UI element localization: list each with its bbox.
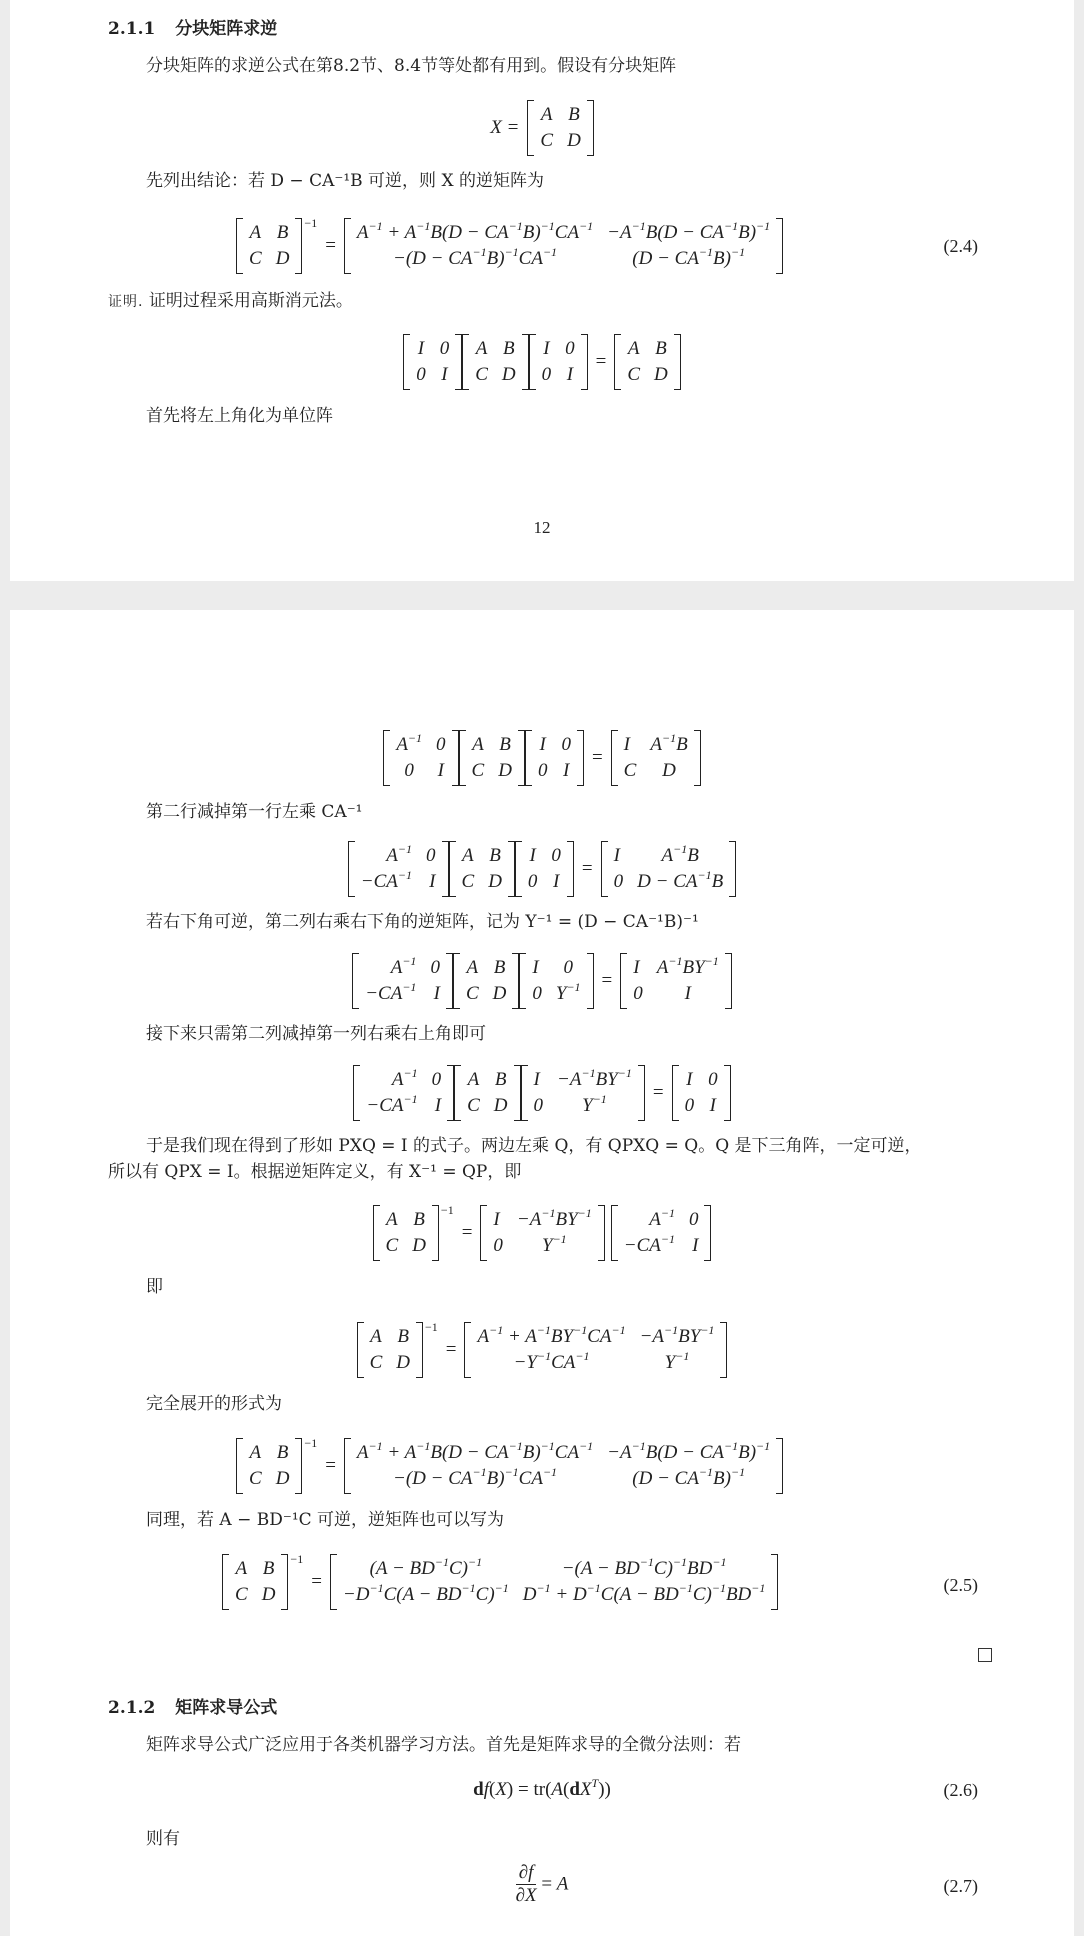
equation-inverse-qp: A B C D −1 = I $-A^{-1}BY^{-1}$ 0 $Y^{-1}$ $A^{-1}$ 0 $-CA^{-1}$ I <box>10 1205 1074 1261</box>
equation-step4: $A^{-1}$ 0 $-CA^{-1}$ I A B C D I $-A^{-1}BY^{-1}$ 0 $Y^{-1}$ = I 0 0 I <box>10 1065 1074 1121</box>
equation-2-5: A B C D −1 = $(A - BD^{-1}C)^{-1}$ $-(A - BD^{-1}C)^{-1}BD^{-1}$ $-D^{-1}C(A - BD^{-1}C)^{-1}$ $D^{-1} + D^{-1}C(A - BD^{-1}C)^{-1}BD^{-1}$ <box>222 1554 778 1610</box>
eq-x-lhs: X = <box>490 117 520 138</box>
equation-step1: $A^{-1}$ 0 0 I A B C D I 0 0 I = I $A^{-1}B$ C D <box>10 730 1074 786</box>
conclusion-paragraph: 先列出结论：若 D − CA⁻¹B 可逆，则 X 的逆矩阵为 <box>146 171 544 191</box>
qed-square-icon <box>978 1648 992 1662</box>
equation-x-definition: X = A B C D <box>10 100 1074 156</box>
equation-number-2-4: (2.4) <box>943 236 978 256</box>
step5-line1: 于是我们现在得到了形如 PXQ = I 的式子。两边左乘 Q，有 QPXQ = Q。Q 是下三角阵，一定可逆， <box>146 1136 922 1156</box>
equation-number-2-5: (2.5) <box>943 1575 978 1595</box>
equation-2-7: $\frac{\partial f}{\partial X}$ = A <box>515 1862 569 1906</box>
section-number: 2.1.1 <box>108 19 156 39</box>
equation-step3: $A^{-1}$ 0 $-CA^{-1}$ I A B C D I 0 0 $Y^{-1}$ = I $A^{-1}BY^{-1}$ 0 I <box>10 953 1074 1009</box>
section-heading-2-1-2 <box>108 1693 277 1718</box>
page-12 <box>10 0 1074 581</box>
section-title: 矩阵求导公式 <box>175 1698 278 1718</box>
step4-paragraph: 接下来只需第二列减掉第一列右乘右上角即可 <box>146 1024 486 1044</box>
proof-text: 证明过程采用高斯消元法。 <box>148 291 353 311</box>
proof-tag: 证明. <box>108 294 144 310</box>
step2-paragraph: 第二行减掉第一行左乘 CA⁻¹ <box>146 802 363 822</box>
proof-paragraph <box>108 290 353 313</box>
equation-inverse-y: A B C D −1 = $A^{-1} + A^{-1}BY^{-1}CA^{-1}$ $-A^{-1}BY^{-1}$ $-Y^{-1}CA^{-1}$ $Y^{-1}$ <box>10 1322 1074 1378</box>
intro-paragraph: 分块矩阵的求逆公式在第8.2节、8.4节等处都有用到。假设有分块矩阵 <box>146 56 677 76</box>
ji-paragraph: 即 <box>146 1277 163 1297</box>
section-title: 分块矩阵求逆 <box>175 19 278 39</box>
equation-number-2-6: (2.6) <box>943 1780 978 1800</box>
deriv-intro-paragraph: 矩阵求导公式广泛应用于各类机器学习方法。首先是矩阵求导的全微分法则：若 <box>146 1735 741 1755</box>
page-13 <box>10 610 1074 1936</box>
equation-identity-product: I 0 0 I A B C D I 0 0 I = A B C D <box>10 334 1074 390</box>
page-number: 12 <box>533 518 551 537</box>
equation-full-expansion: A B C D −1 = $A^{-1} + A^{-1}B(D - CA^{-1}B)^{-1}CA^{-1}$ $-A^{-1}B(D - CA^{-1}B)^{-1}$ $-(D - CA^{-1}B)^{-1}CA^{-1}$ $(D - CA^{-1}B)^{-1}$ <box>236 1438 783 1494</box>
equation-2-6: $df(X) = tr(A(dX^T))$ <box>473 1776 611 1800</box>
equation-step2: $A^{-1}$ 0 $-CA^{-1}$ I A B C D I 0 0 I = I $A^{-1}B$ 0 $D - CA^{-1}B$ <box>10 841 1074 897</box>
then-paragraph: 则有 <box>146 1829 180 1849</box>
section-number: 2.1.2 <box>108 1698 156 1718</box>
equation-2-4: A B C D −1 = $A^{-1} + A^{-1}B(D - CA^{-1}B)^{-1}CA^{-1}$ $-A^{-1}B(D - CA^{-1}B)^{-1}$ $-(D - CA^{-1}B)^{-1}CA^{-1}$ $(D - CA^{-1}B)^{-1}$ <box>236 218 783 274</box>
equation-number-2-7: (2.7) <box>943 1876 978 1896</box>
section-heading-2-1-1 <box>108 14 277 39</box>
step5-line2: 所以有 QPX = I。根据逆矩阵定义，有 X⁻¹ = QP，即 <box>108 1162 522 1182</box>
expand-paragraph: 完全展开的形式为 <box>146 1394 282 1414</box>
step1-paragraph: 首先将左上角化为单位阵 <box>146 406 333 426</box>
step3-paragraph: 若右下角可逆，第二列右乘右下角的逆矩阵，记为 Y⁻¹ = (D − CA⁻¹B)⁻¹ <box>146 912 699 932</box>
similar-paragraph: 同理，若 A − BD⁻¹C 可逆，逆矩阵也可以写为 <box>146 1510 505 1530</box>
